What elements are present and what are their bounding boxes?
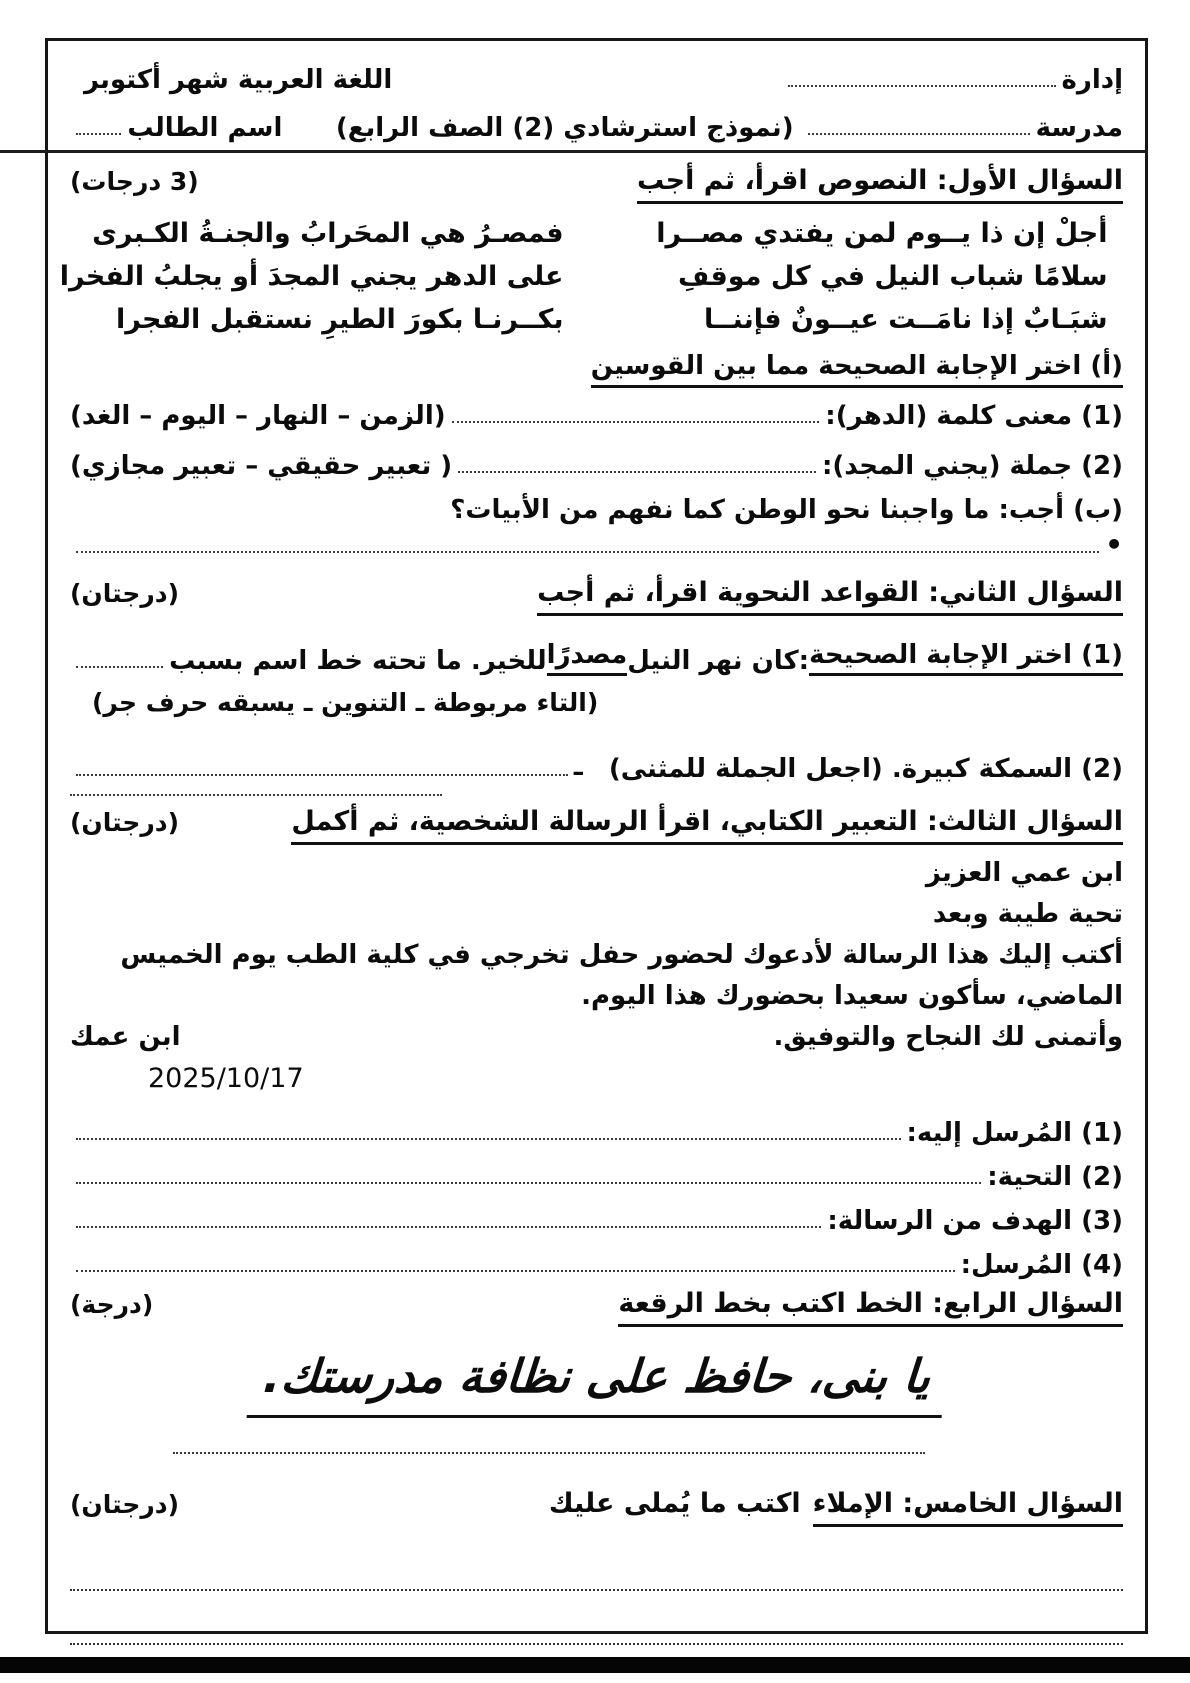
letter-date: 2025/10/17: [148, 1063, 304, 1094]
q2-item-1-tail: للخير. ما تحته خط اسم بسبب: [169, 646, 547, 676]
exam-border-box: [45, 38, 1148, 1634]
q5-marks: (درجتان): [70, 1490, 180, 1519]
letter-body: أكتب إليك هذا الرسالة لأدعوك لحضور حفل تخرجي في كلية الطب يوم الخميس الماضي، سأكون سعيدا بحضورك هذا اليوم.: [120, 940, 1123, 1011]
letter-closing: وأتمنى لك النجاح والتوفيق.: [773, 1022, 1123, 1052]
poem-line: [70, 298, 1123, 341]
school-label: مدرسة: [1035, 113, 1123, 143]
q1-item-1: [70, 381, 1123, 431]
q2-item-1: [70, 628, 1123, 676]
exam-title: (نموذج استرشادي (2) الصف الرابع): [335, 113, 794, 143]
q4-marks: (درجة): [70, 1290, 154, 1319]
q3-item-3-answer-line: [76, 1226, 821, 1228]
header-divider-line: [0, 150, 1148, 153]
q4-title-row: [70, 1288, 1123, 1327]
poem-hemistich-right: سلامًا شباب النيل في كل موقفِ: [677, 261, 1108, 292]
poem-line: [59, 255, 1123, 298]
q1-item-1-options: (الزمن – النهار – اليوم – الغد): [70, 401, 446, 431]
q2-item-1-lead: (1) اختر الإجابة الصحيحة: [809, 640, 1123, 676]
q5-title-underlined: السؤال الخامس: الإملاء: [813, 1488, 1123, 1527]
letter-greeting: تحية طيبة وبعد: [932, 899, 1123, 929]
letter-signature: ابن عمك: [70, 1022, 181, 1052]
school-answer-line: [808, 133, 1030, 135]
q3-item-2-answer-line: [76, 1182, 981, 1184]
calligraphy-section: [70, 1349, 1123, 1418]
q1-marks: (3 درجات): [70, 167, 199, 196]
poem: [59, 212, 1123, 341]
q4-answer-line: [173, 1452, 925, 1454]
q3-title: السؤال الثالث: التعبير الكتابي، اقرأ الرسالة الشخصية، ثم أكمل: [291, 806, 1123, 845]
q3-item-4-answer-line: [76, 1270, 955, 1272]
q2-title-row: [70, 577, 1123, 616]
q3-title-row: [70, 806, 1123, 845]
q2-item-1-options: (التاء مربوطة ـ التنوين ـ يسبقه حرف جر): [92, 688, 599, 717]
poem-hemistich-left: بكــرنـا بكورَ الطيرِ نستقبل الفجرا: [115, 304, 564, 335]
q1-item-2: [70, 431, 1123, 481]
poem-hemistich-right: أجلْ إن ذا يــوم لمن يفتدي مصــرا: [656, 218, 1108, 249]
poem-line: [70, 212, 1123, 255]
q3-marks: (درجتان): [70, 808, 180, 837]
q1-part-a-title: (أ) اختر الإجابة الصحيحة مما بين القوسين: [70, 351, 1123, 381]
q2-item-2-answer-line: [76, 774, 568, 776]
q2-item-1-answer-line: [76, 666, 163, 668]
q4-title: السؤال الرابع: الخط اكتب بخط الرقعة: [618, 1288, 1123, 1327]
q2-item-2: [70, 736, 1123, 784]
q2-item-1-underlined-word: مصدرًا: [547, 640, 628, 676]
q2-item-2-answer-line-continued: [70, 786, 442, 796]
bullet-point: •: [1105, 528, 1123, 561]
q1-title: السؤال الأول: النصوص اقرأ، ثم أجب: [637, 165, 1123, 204]
page-bottom-bar: [0, 1657, 1190, 1673]
q3-item-2: [70, 1148, 1123, 1192]
q5-dictation-line-1: [70, 1589, 1123, 1591]
q3-item-3: [70, 1192, 1123, 1236]
ruqaa-calligraphy-sentence: يا بنى، حافظ على نظافة مدرستك.: [247, 1349, 947, 1418]
letter-salutation: ابن عمي العزيز: [925, 858, 1123, 888]
poem-hemistich-left: على الدهر يجني المجدَ أو يجلبُ الفخرا: [59, 261, 564, 292]
q5-title-rest: اكتب ما يُملى عليك: [548, 1488, 801, 1519]
q1-item-2-label: (2) جملة (يجني المجد):: [821, 451, 1123, 481]
q3-item-1: [70, 1104, 1123, 1148]
q3-item-2-label: (2) التحية:: [987, 1162, 1123, 1192]
q1-item-1-answer-line: [452, 421, 820, 423]
header-row-1: [70, 47, 1123, 95]
q1-part-b-answer-row: [70, 525, 1123, 561]
q3-item-4: [70, 1236, 1123, 1280]
q3-item-1-answer-line: [76, 1138, 901, 1140]
q2-item-2-dash: ـ: [573, 752, 583, 782]
q1-part-b-question: (ب) أجب: ما واجبنا نحو الوطن كما نفهم من الأبيات؟: [450, 495, 1123, 525]
q3-item-1-label: (1) المُرسل إليه:: [906, 1118, 1123, 1148]
q2-title: السؤال الثاني: القواعد النحوية اقرأ، ثم أجب: [537, 577, 1123, 616]
q1-part-b-answer-line: [76, 551, 1099, 553]
poem-hemistich-right: شبَـابٌ إذا نامَــت عيــونٌ فإننــا: [703, 304, 1108, 335]
q3-item-3-label: (3) الهدف من الرسالة:: [827, 1206, 1123, 1236]
q1-item-2-options: ( تعبير حقيقي – تعبير مجازي): [70, 451, 453, 481]
header-row-2: [70, 95, 1123, 143]
q3-item-4-label: (4) المُرسل:: [960, 1250, 1123, 1280]
admin-answer-line: [788, 85, 1056, 87]
q5-title-row: [70, 1488, 1123, 1527]
admin-label: إدارة: [1061, 65, 1123, 95]
q2-marks: (درجتان): [70, 579, 180, 608]
personal-letter: [70, 853, 1123, 1094]
q2-item-2-label: (2) السمكة كبيرة. (اجعل الجملة للمثنى): [608, 754, 1123, 784]
q1-title-row: [70, 165, 1123, 204]
q2-item-1-mid: :كان نهر النيل: [627, 646, 810, 676]
subject-title: اللغة العربية شهر أكتوبر: [84, 65, 393, 95]
poem-hemistich-left: فمصـرُ هي المحَرابُ والجنـةُ الكـبرى: [92, 218, 564, 249]
q3-items: [70, 1104, 1123, 1280]
student-name-answer-line: [76, 133, 121, 135]
q1-item-1-label: (1) معنى كلمة (الدهر):: [825, 401, 1123, 431]
q1-item-2-answer-line: [458, 471, 816, 473]
letter-closing-row: [70, 1017, 1123, 1057]
student-name-label: اسم الطالب: [127, 113, 283, 143]
q5-dictation-line-2: [70, 1643, 1123, 1645]
